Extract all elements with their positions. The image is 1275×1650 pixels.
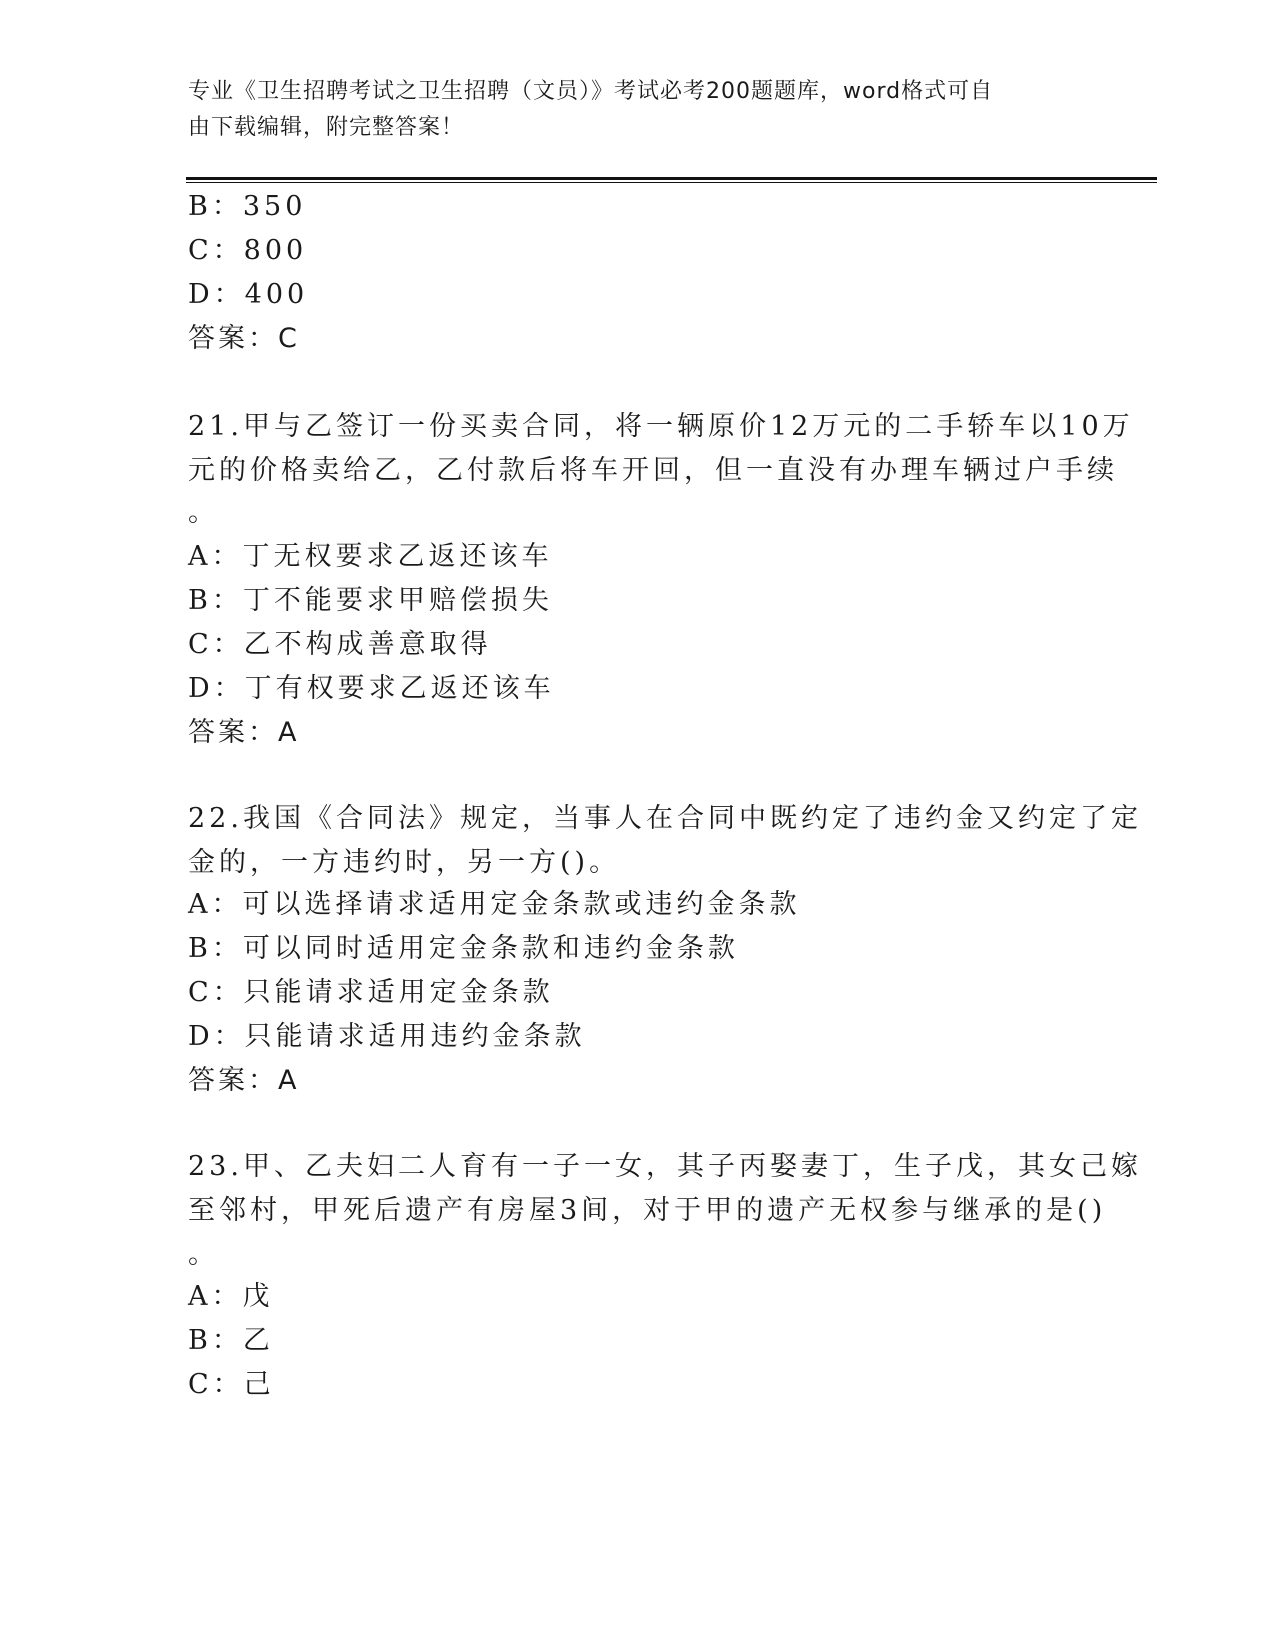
q22-option-a: A：可以选择请求适用定金条款或违约金条款 — [188, 889, 801, 920]
document-header — [188, 74, 1088, 146]
header-line-1: 专业《卫生招聘考试之卫生招聘（文员）》考试必考200题题库，word格式可自 — [188, 79, 994, 104]
q22-option-c: C：只能请求适用定金条款 — [188, 977, 554, 1008]
q21-option-b: B：丁不能要求甲赔偿损失 — [188, 585, 553, 616]
q22-stem-line-2: 金的，一方违约时，另一方()。 — [188, 847, 621, 878]
q21-option-c: C：乙不构成善意取得 — [188, 629, 492, 660]
q23-option-c: C：己 — [188, 1369, 275, 1400]
q21-stem-line-2: 元的价格卖给乙，乙付款后将车开回，但一直没有办理车辆过户手续 — [188, 455, 1118, 486]
q23-stem-line-1: 23.甲、乙夫妇二人育有一子一女，其子丙娶妻丁，生子戊，其女己嫁 — [188, 1151, 1142, 1182]
prev-option-c: C：800 — [188, 235, 308, 266]
q21-stem-line-3: 。 — [188, 497, 219, 528]
q22-answer: 答案：A — [188, 1065, 300, 1096]
q23-stem-line-2: 至邻村，甲死后遗产有房屋3间，对于甲的遗产无权参与继承的是() — [188, 1195, 1107, 1226]
header-line-2: 由下载编辑，附完整答案！ — [188, 115, 465, 140]
q23-stem-line-3: 。 — [188, 1239, 219, 1270]
prev-option-d: D：400 — [188, 279, 309, 310]
q21-option-a: A：丁无权要求乙返还该车 — [188, 541, 553, 572]
q22-option-b: B：可以同时适用定金条款和违约金条款 — [188, 933, 739, 964]
q21-stem-line-1: 21.甲与乙签订一份买卖合同，将一辆原价12万元的二手轿车以10万 — [188, 411, 1134, 442]
q23-option-a: A：戊 — [188, 1281, 274, 1312]
q21-option-d: D：丁有权要求乙返还该车 — [188, 673, 555, 704]
header-divider-thick — [186, 177, 1157, 180]
prev-option-b: B：350 — [188, 191, 307, 222]
prev-answer: 答案：C — [188, 323, 300, 354]
q21-answer: 答案：A — [188, 717, 300, 748]
q22-option-d: D：只能请求适用违约金条款 — [188, 1021, 586, 1052]
q22-stem-line-1: 22.我国《合同法》规定，当事人在合同中既约定了违约金又约定了定 — [188, 803, 1142, 834]
header-divider-thin — [186, 182, 1157, 183]
q23-option-b: B：乙 — [188, 1325, 274, 1356]
